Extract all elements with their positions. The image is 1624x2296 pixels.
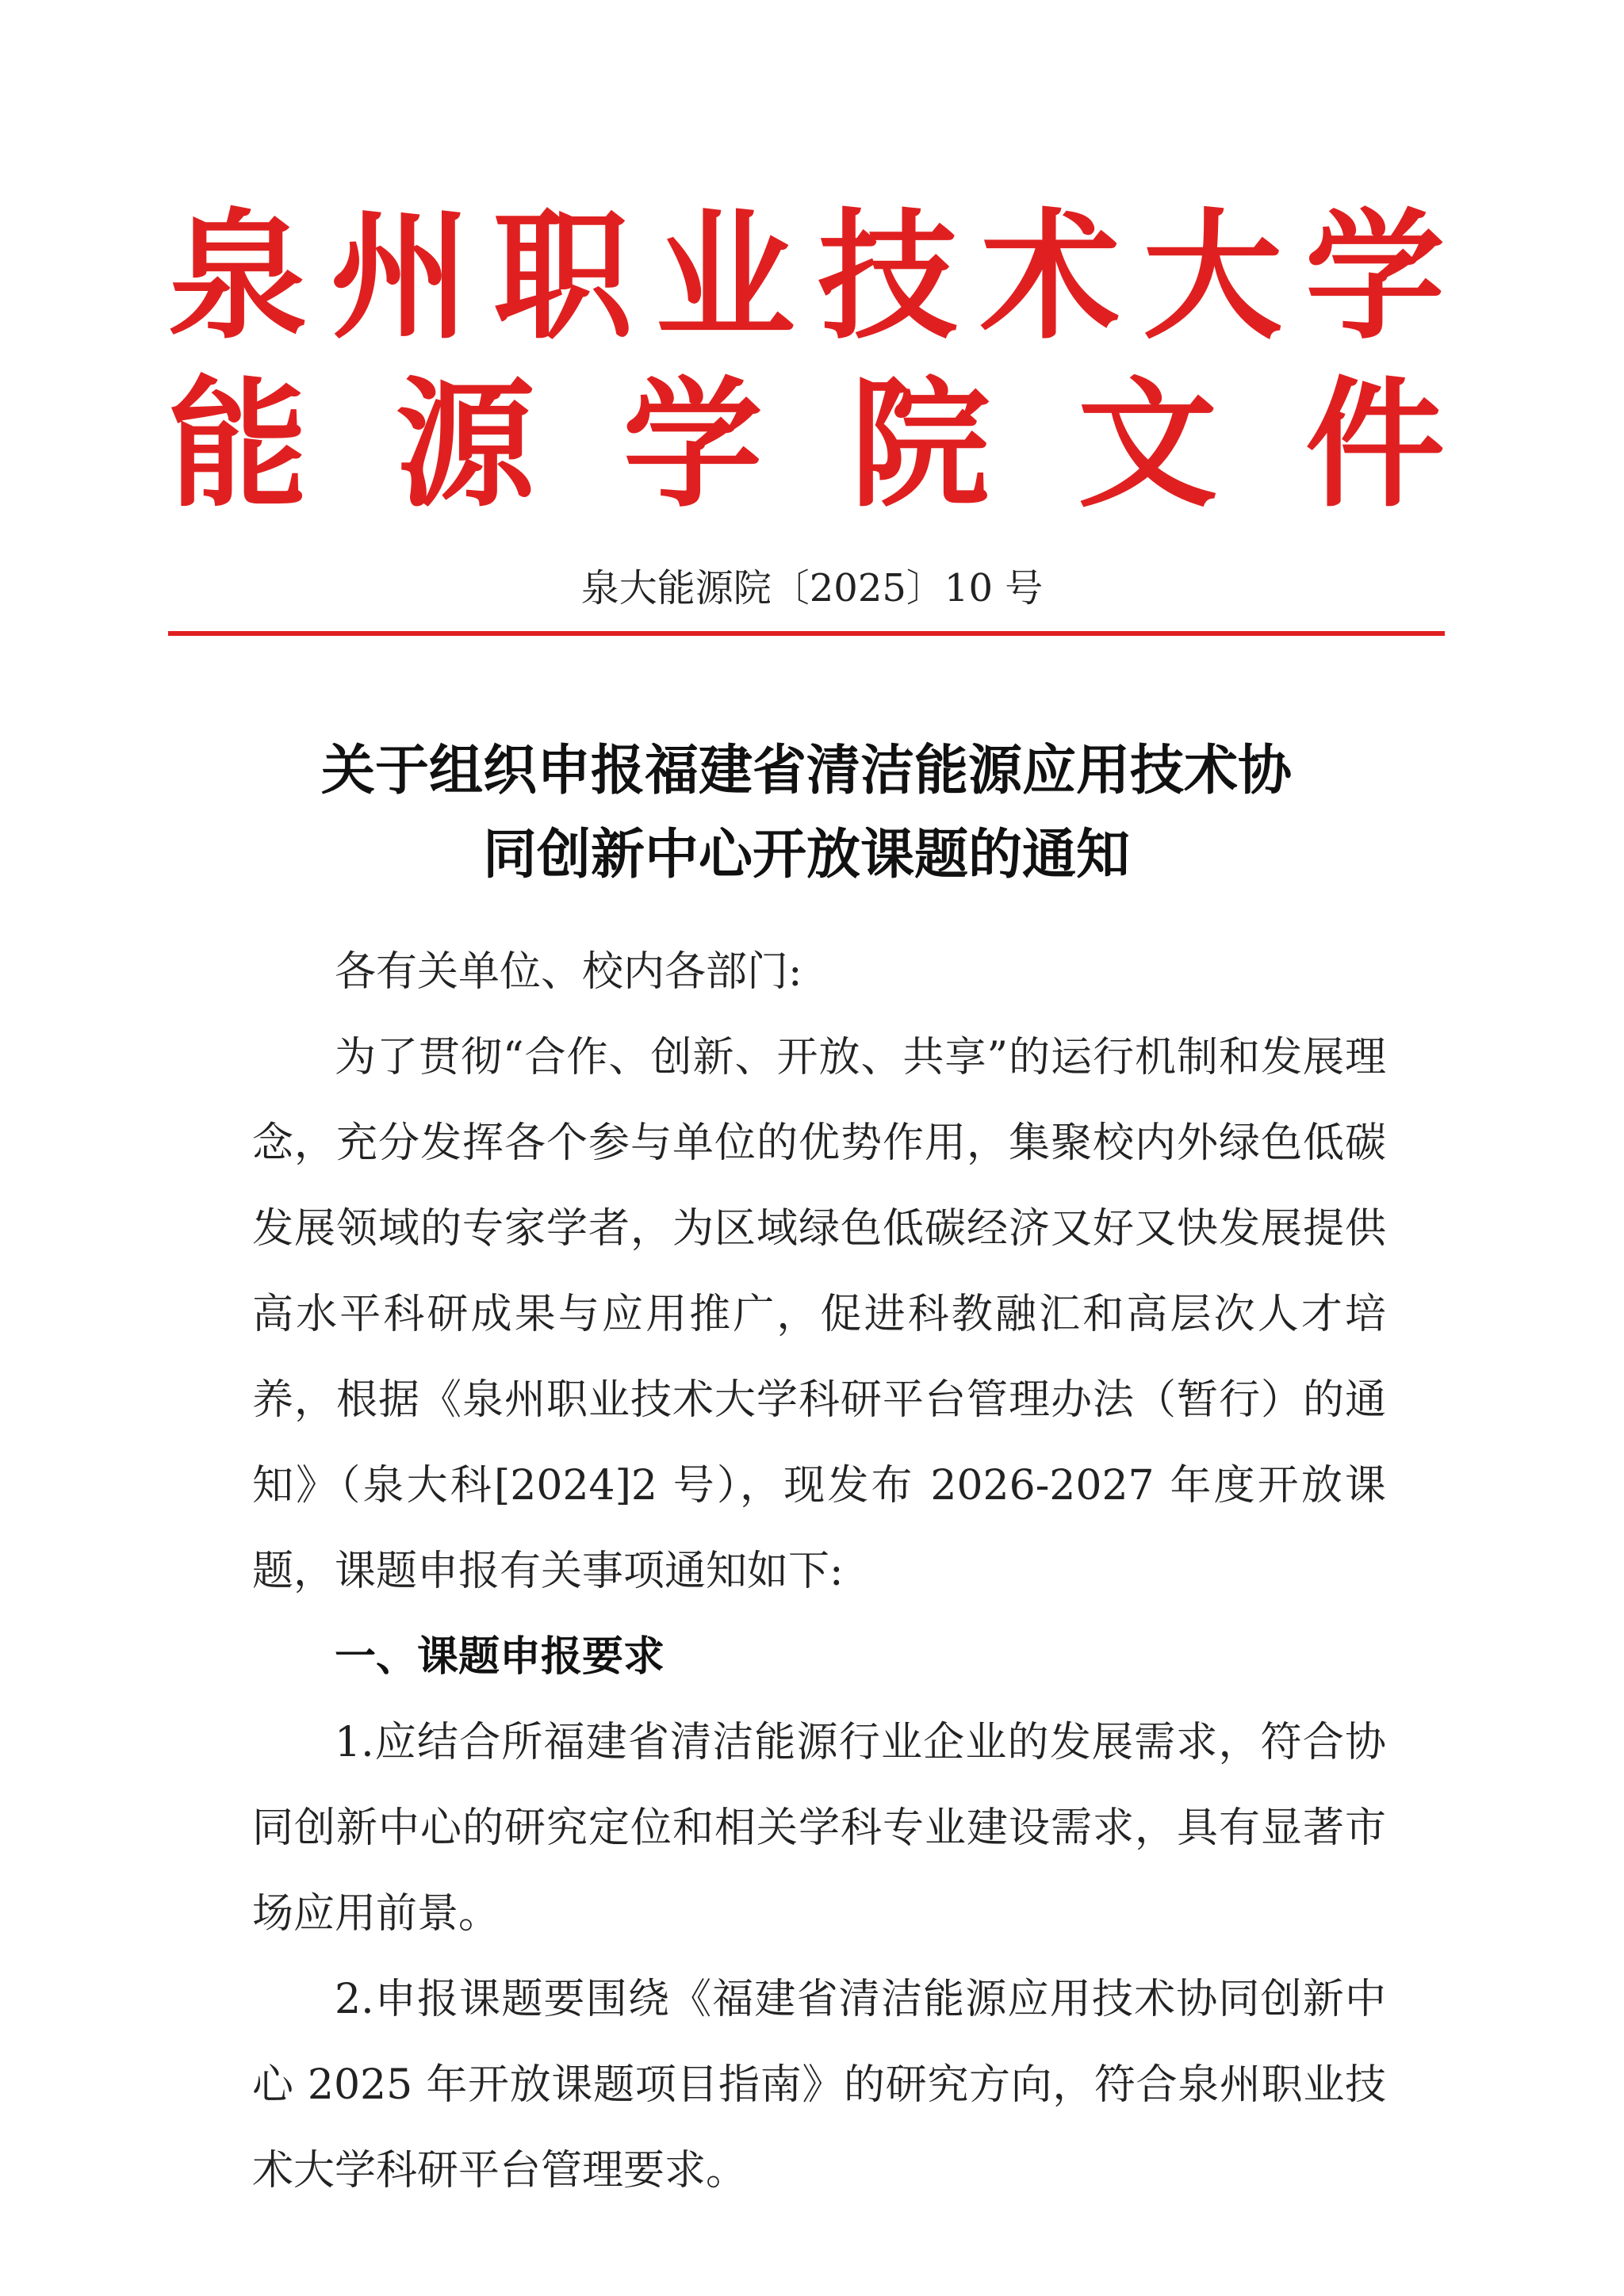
intro-paragraph: 为了贯彻“合作、创新、开放、共享”的运行机制和发展理念，充分发挥各个参与单位的优势作用，集聚校内外绿色低碳发展领域的专家学者，为区域绿色低碳经济又好又快发展提供高水平科研成果与应用推广，促进科教融汇和高层次人才培养，根据《泉州职业技术大学科研平台管理办法（暂行）的通知》（泉大科[2024]2 号），现发布 2026-2027 年度开放课题，课题申报有关事项通知如下: — [252, 1034, 1386, 1595]
section-heading: 一、课题申报要求 — [335, 1633, 665, 1681]
requirement-item-1: 1.应结合所福建省清洁能源行业企业的发展需求，符合协同创新中心的研究定位和相关学科专业建设需求，具有显著市场应用前景。 — [252, 1719, 1386, 1938]
header-char: 职 — [492, 196, 633, 358]
requirement-item-2: 2.申报课题要围绕《福建省清洁能源应用技术协同创新中心 2025 年开放课题项目指南》的研究方向，符合泉州职业技术大学科研平台管理要求。 — [252, 1976, 1386, 2195]
header-divider — [168, 631, 1445, 636]
header-char: 源 — [395, 364, 535, 526]
header-title-line-2 — [168, 364, 1445, 526]
header-char: 泉 — [168, 196, 308, 358]
document-body — [252, 929, 1386, 2214]
header-char: 学 — [622, 364, 763, 526]
header-char: 能 — [168, 364, 308, 526]
header-char: 大 — [1143, 196, 1283, 358]
header-char: 技 — [818, 196, 958, 358]
document-title-line-1: 关于组织申报福建省清洁能源应用技术协 — [320, 740, 1292, 802]
header-char: 术 — [980, 196, 1120, 358]
header-char: 文 — [1078, 364, 1218, 526]
document-title — [168, 729, 1445, 897]
header-title-line-1 — [168, 196, 1445, 358]
header-char: 州 — [330, 196, 470, 358]
document-title-line-2: 同创新中心开放课题的通知 — [482, 824, 1130, 886]
header-char: 业 — [655, 196, 795, 358]
salutation: 各有关单位、校内各部门: — [335, 948, 802, 996]
header-char: 院 — [850, 364, 990, 526]
header-char: 学 — [1304, 196, 1445, 358]
header-char: 件 — [1304, 364, 1445, 526]
document-number: 泉大能源院〔2025〕10 号 — [580, 566, 1044, 610]
